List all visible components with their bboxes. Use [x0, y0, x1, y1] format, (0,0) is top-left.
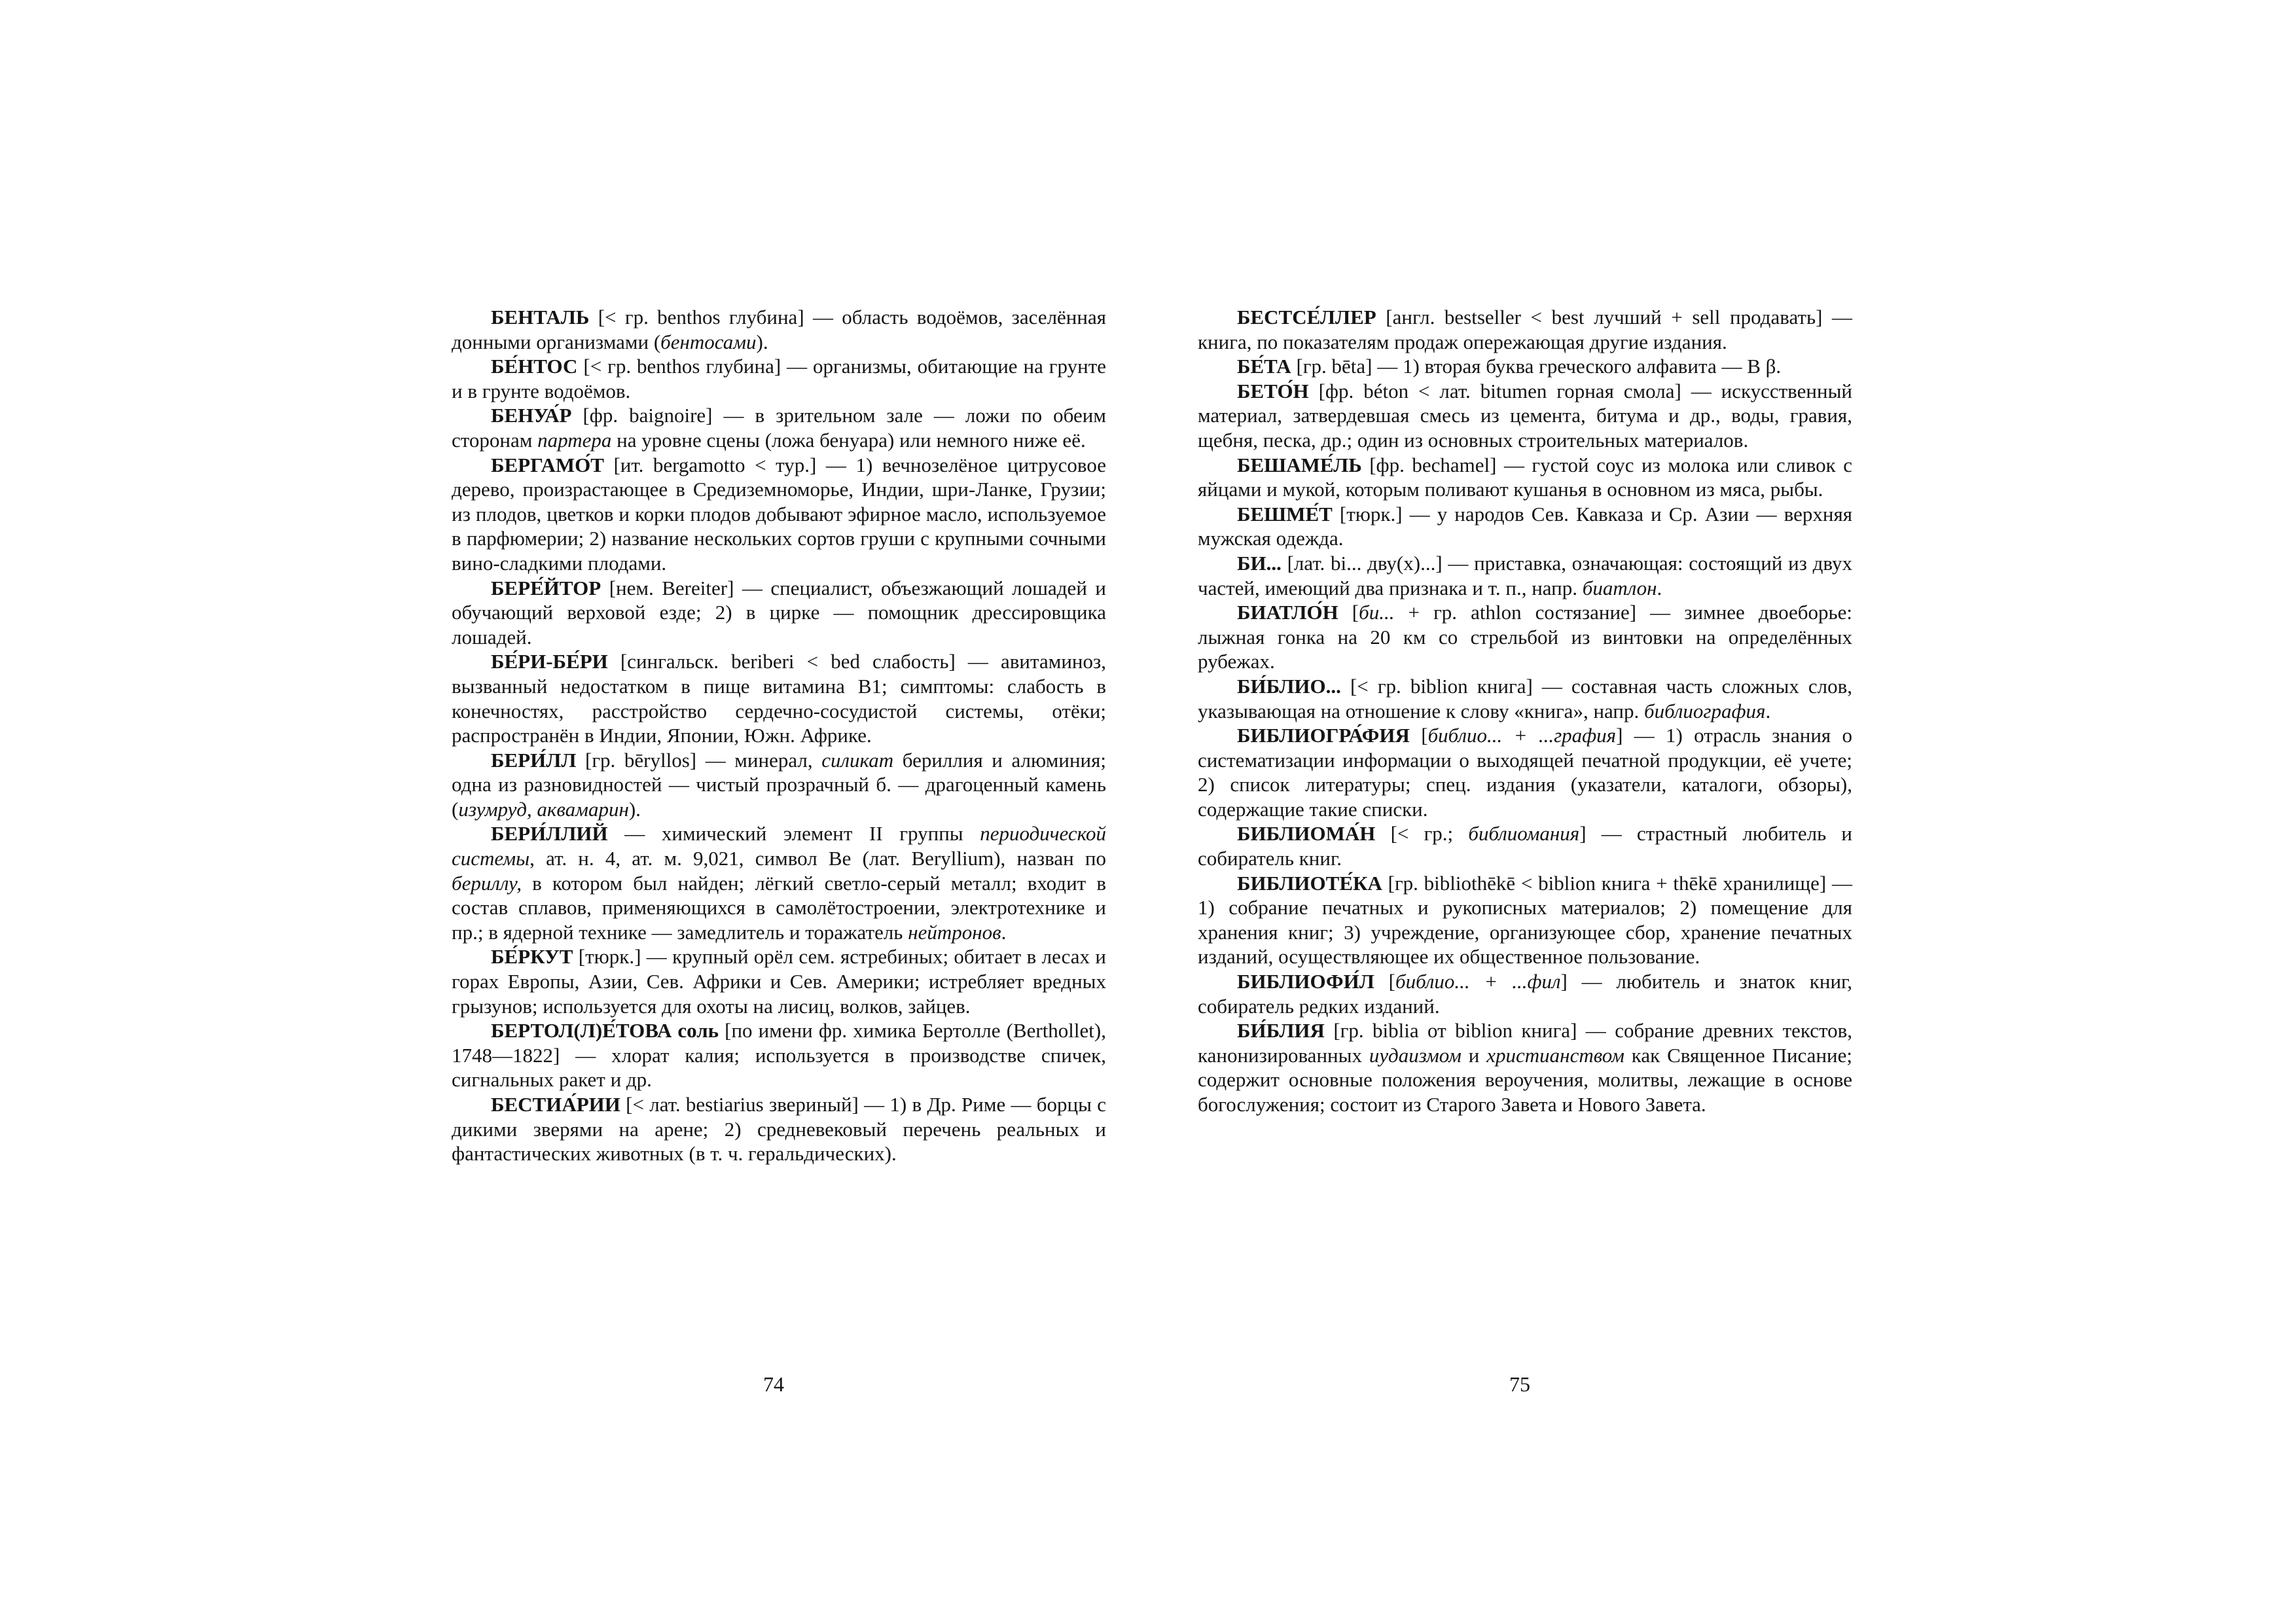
- entry-definition-text: [: [1374, 970, 1395, 993]
- page-number-right: 75: [1509, 1372, 1530, 1396]
- entry-definition-text: [гр. bibliothēkē < biblion книга + thēkē хранилище] — 1) собрание печатных и рукописных материалов; 2) помещение для хранения книг; 3) учреждение, организующее сбор, хранение печатных изданий, осуществляющее их общественное пользование.: [1198, 871, 1852, 969]
- entry-definition-text: [гр. biblia от biblion книга] — собрание древних текстов, канонизированных: [1198, 1019, 1852, 1067]
- entry-headword: БЕСТИА́РИИ: [491, 1093, 620, 1116]
- entry-definition-text: ] — любитель и знаток книг, собиратель редких изданий.: [1198, 970, 1852, 1018]
- entry-headword: БЕШАМЕ́ЛЬ: [1237, 453, 1362, 476]
- entry-headword: БИБЛИОФИ́Л: [1237, 970, 1374, 993]
- entry-headword: БЕШМЕ́Т: [1237, 502, 1333, 526]
- entry-cross-reference: библиомания: [1468, 822, 1580, 846]
- entry-cross-reference: би...: [1359, 601, 1395, 624]
- entry-cross-reference: силикат: [821, 748, 894, 772]
- entry-definition-text: , ат. н. 4, ат. м. 9,021, символ Be (лат. Beryllium), назван по: [529, 847, 1106, 870]
- entry-definition-text: [гр. bēta] — 1) вторая буква греческого алфавита — В β.: [1291, 355, 1782, 378]
- entry-headword: БЕ́РИ-БЕ́РИ: [491, 650, 608, 673]
- entry-headword: БЕРГАМО́Т: [491, 453, 604, 476]
- dictionary-entry: [452, 576, 1106, 650]
- entry-cross-reference: бериллу,: [452, 871, 522, 895]
- entry-definition-text: [: [1409, 724, 1428, 747]
- dictionary-entry: [452, 1092, 1106, 1166]
- dictionary-entry: [1198, 379, 1852, 453]
- right-page-column: [1198, 305, 1852, 1117]
- entry-headword: БЕРЕ́ЙТОР: [491, 576, 601, 599]
- dictionary-entry: [1198, 453, 1852, 502]
- entry-definition-text: в котором был найден; лёгкий светло-серый металл; входит в состав сплавов, применяющихся в самолётостроении, электротехнике и пр.; в ядерной технике — замедлитель и торажатель: [452, 871, 1106, 944]
- entry-definition-text: [тюрк.] — у народов Сев. Кавказа и Ср. Азии — верхняя мужская одежда.: [1198, 502, 1852, 550]
- entry-definition-text: бериллия и алюминия; одна из разновидностей — чистый прозрачный б. — драгоценный камень (: [452, 748, 1106, 821]
- entry-cross-reference: христианством: [1486, 1043, 1624, 1067]
- dictionary-entry: [452, 305, 1106, 354]
- entry-headword: БЕТО́Н: [1237, 379, 1309, 402]
- dictionary-entry: [1198, 305, 1852, 354]
- entry-definition-text: [< гр. biblion книга] — составная часть сложных слов, указывающая на отношение к слову «книга», напр.: [1198, 674, 1852, 722]
- entry-definition-text: [нем. Bereiter] — специалист, объезжающий лошадей и обучающий верховой езде; 2) в цирке — помощник дрессировщика лошадей.: [452, 576, 1106, 649]
- entry-definition-text: .: [1765, 699, 1771, 722]
- entry-headword: БЕ́НТОС: [491, 355, 578, 378]
- dictionary-entry: [1198, 354, 1852, 379]
- entry-definition-text: .: [1657, 576, 1662, 599]
- entry-headword: БЕНТАЛЬ: [491, 306, 590, 329]
- entry-cross-reference: библио... + ...фил: [1395, 970, 1561, 993]
- entry-definition-text: [< гр.;: [1375, 822, 1469, 846]
- entry-cross-reference: библио... + ...графия: [1427, 724, 1617, 747]
- entry-definition-text: [тюрк.] — крупный орёл сем. ястребиных; обитает в лесах и горах Европы, Азии, Сев. Африки и Сев. Америки; истребляет вредных грызунов; используется для охоты на лисиц, волков, зайцев.: [452, 945, 1106, 1018]
- entry-headword: БЕРИ́ЛЛИЙ: [491, 822, 608, 846]
- entry-definition-text: + гр. athlon состязание] — зимнее двоеборье: лыжная гонка на 20 км со стрельбой из винтовки на определённых рубежах.: [1198, 601, 1852, 673]
- entry-headword: БИБЛИОМА́Н: [1237, 822, 1376, 846]
- entry-headword: БЕ́РКУТ: [491, 945, 573, 969]
- entry-cross-reference: периодической системы: [452, 822, 1106, 870]
- entry-headword: БИ́БЛИО...: [1237, 674, 1341, 698]
- entry-definition-text: и: [1461, 1043, 1487, 1067]
- entry-cross-reference: иудаизмом: [1369, 1043, 1462, 1067]
- dictionary-entry: [452, 748, 1106, 822]
- entry-definition-text: ] — страстный любитель и собиратель книг.: [1198, 822, 1852, 870]
- entry-headword: БИ́БЛИЯ: [1237, 1019, 1325, 1043]
- entry-cross-reference: нейтронов: [908, 920, 1001, 944]
- entry-headword: БИБЛИОГРА́ФИЯ: [1237, 724, 1410, 747]
- dictionary-entry: [452, 453, 1106, 576]
- dictionary-entry: [452, 649, 1106, 747]
- entry-definition-text: [< гр. benthos глубина] — организмы, обитающие на грунте и в грунте водоёмов.: [452, 355, 1106, 402]
- left-page-column: [452, 305, 1106, 1166]
- entry-headword: БИБЛИОТЕ́КА: [1237, 871, 1382, 895]
- entry-definition-text: [фр. bechamel] — густой соус из молока или сливок с яйцами и мукой, которым поливают кушанья в основном из мяса, рыбы.: [1198, 453, 1852, 501]
- entry-definition-text: [англ. bestseller < best лучший + sell продавать] — книга, по показателям продаж опережающая другие издания.: [1198, 306, 1852, 353]
- dictionary-entry: [1198, 871, 1852, 969]
- entry-cross-reference: биатлон: [1582, 576, 1657, 599]
- entry-headword: БЕ́ТА: [1237, 355, 1291, 378]
- entry-definition-text: ).: [756, 330, 768, 353]
- entry-headword: БИАТЛО́Н: [1237, 601, 1338, 624]
- dictionary-entry: [1198, 1018, 1852, 1116]
- dictionary-entry: [1198, 502, 1852, 551]
- entry-cross-reference: библиография: [1643, 699, 1766, 722]
- entry-cross-reference: изумруд, аквамарин: [458, 797, 629, 821]
- entry-definition-text: на уровне сцены (ложа бенуара) или немного ниже её.: [611, 428, 1086, 452]
- dictionary-entry: [1198, 821, 1852, 870]
- entry-definition-text: [по имени фр. химика Бертолле (Berthollet), 1748—1822] — хлорат калия; используется в производстве спичек, сигнальных ракет и др.: [452, 1019, 1106, 1092]
- entry-headword: БЕРИ́ЛЛ: [491, 748, 577, 772]
- entry-definition-text: ] — 1) отрасль знания о систематизации информации о выходящей печатной продукции, её учете; 2) список литературы; спец. издания (указатели, каталоги, обзоры), содержащие такие списки.: [1198, 724, 1853, 821]
- dictionary-entry: [1198, 600, 1852, 674]
- entry-definition-text: [ит. bergamotto < тур.] — 1) вечнозелёное цитрусовое дерево, произрастающее в Средиземноморье, Индии, шри-Ланке, Грузии; из плодов, цветков и корки плодов добывают эфирное масло, используемое в парфюмерии; 2) название нескольких сортов груши с крупными сочными вино-сладкими плодами.: [452, 453, 1106, 575]
- entry-definition-text: — химический элемент II группы: [607, 822, 980, 846]
- entry-definition-text: [< лат. bestiarius звериный] — 1) в Др. Риме — борцы с дикими зверями на арене; 2) средневековый перечень реальных и фантастических животных (в т. ч. геральдических).: [452, 1093, 1106, 1166]
- page-number-left: 74: [763, 1372, 784, 1396]
- entry-definition-text: [фр. béton < лат. bitumen горная смола] — искусственный материал, затвердевшая смесь из цемента, битума и др., воды, гравия, щебня, песка, др.; один из основных строительных материалов.: [1198, 379, 1852, 452]
- dictionary-entry: [1198, 723, 1852, 821]
- dictionary-entry: [452, 403, 1106, 452]
- entry-definition-text: [сингальск. beriberi < bed слабость] — авитаминоз, вызванный недостатком в пище витамина B1; симптомы: слабость в конечностях, расстройство сердечно-сосудистой системы, отёки; распространён в Индии, Японии, Южн. Африке.: [452, 650, 1106, 747]
- entry-definition-text: [лат. bi... дву(х)...] — приставка, означающая: состоящий из двух частей, имеющий два признака и т. п., напр.: [1198, 551, 1852, 599]
- entry-headword: БЕНУА́Р: [491, 404, 572, 427]
- entry-headword: БЕСТСЕ́ЛЛЕР: [1237, 306, 1376, 329]
- entry-cross-reference: бентосами: [660, 330, 757, 353]
- dictionary-entry: [452, 821, 1106, 944]
- dictionary-entry: [1198, 551, 1852, 600]
- entry-headword: БИ...: [1237, 551, 1282, 575]
- entry-definition-text: [гр. bēryllos] — минерал,: [576, 748, 822, 772]
- entry-cross-reference: партера: [537, 428, 612, 452]
- dictionary-entry: [452, 944, 1106, 1018]
- dictionary-entry: [452, 1018, 1106, 1092]
- entry-definition-text: .: [1001, 920, 1007, 944]
- dictionary-entry: [1198, 674, 1852, 723]
- entry-definition-text: как Священное Писание; содержит основные положения вероучения, молитвы, лежащие в основе богослужения; состоит из Старого Завета и Нового Завета.: [1198, 1043, 1852, 1116]
- entry-headword: БЕРТОЛ(Л)Е́ТОВА соль: [491, 1019, 719, 1043]
- entry-definition-text: ).: [628, 797, 641, 821]
- dictionary-entry: [1198, 969, 1852, 1018]
- dictionary-entry: [452, 354, 1106, 403]
- entry-definition-text: [< гр. benthos глубина] — область водоёмов, заселённая донными организмами (: [452, 306, 1106, 353]
- entry-definition-text: [: [1338, 601, 1359, 624]
- entry-definition-text: [фр. baignoire] — в зрительном зале — ложи по обеим сторонам: [452, 404, 1106, 452]
